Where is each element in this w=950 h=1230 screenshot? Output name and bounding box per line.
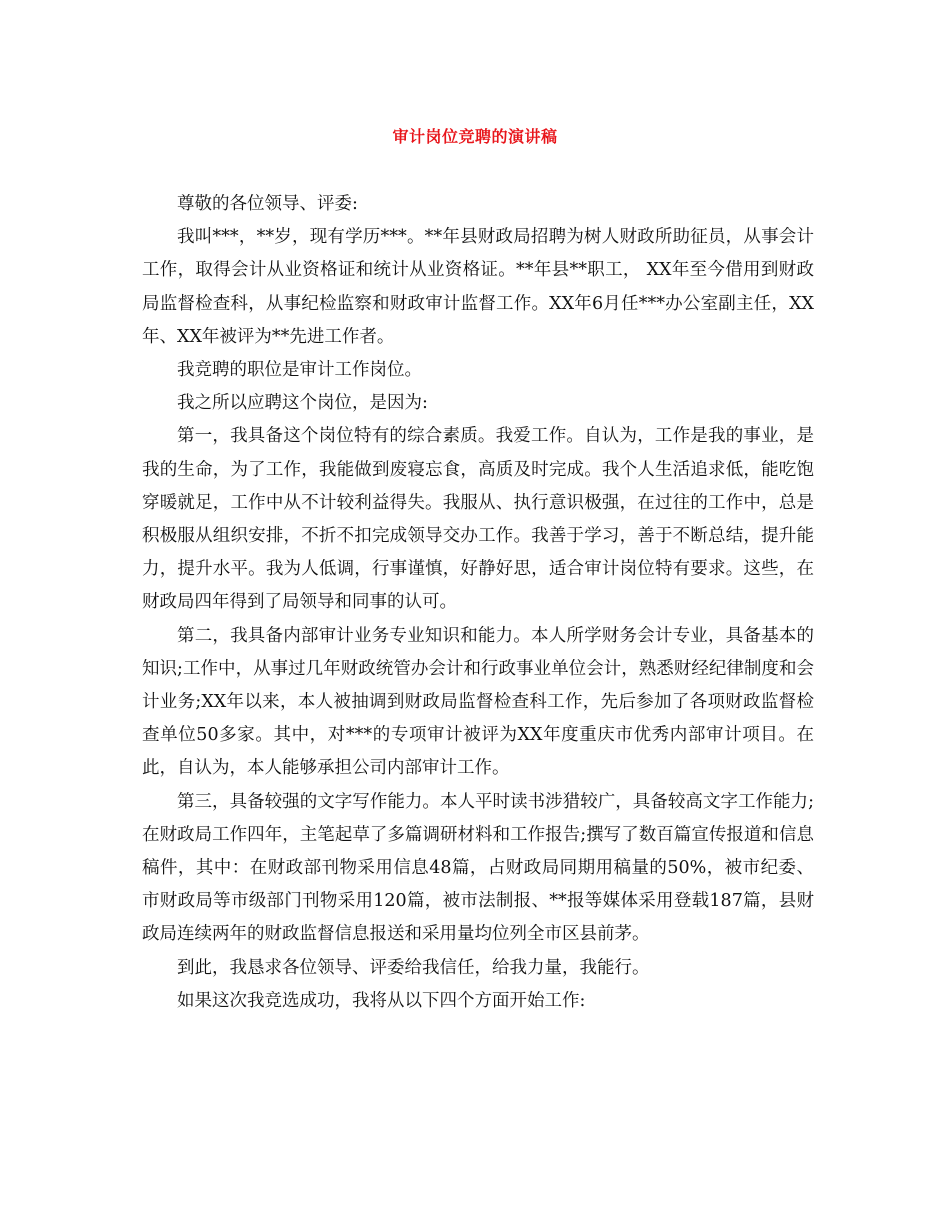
paragraph-reason-intro: 我之所以应聘这个岗位，是因为:: [177, 393, 428, 414]
paragraph-request: 到此，我恳求各位领导、评委给我信任，给我力量，我能行。: [177, 957, 650, 978]
paragraph-reason-third: 第三，具备较强的文字写作能力。本人平时读书涉猎较广，具备较高文字工作能力;在财政局工作四年，主笔起草了多篇调研材料和工作报告;撰写了数百篇宣传报道和信息稿件，其中：在财政部刊物采用信息48篇，占财政局同期用稿量的50%，被市纪委、市财政局等市级部门刊物采用120篇，被市法制报、**报等媒体采用登载187篇，县财政局连续两年的财政监督信息报送和采用量均位列全市区县前茅。: [142, 791, 814, 945]
document-body: [142, 188, 814, 1018]
document-title: 审计岗位竞聘的演讲稿: [392, 127, 558, 146]
paragraph-position: 我竞聘的职位是审计工作岗位。: [177, 360, 422, 381]
paragraph-reason-first: 第一，我具备这个岗位特有的综合素质。我爱工作。自认为，工作是我的事业，是我的生命，为了工作，我能做到废寝忘食，高质及时完成。我个人生活追求低，能吃饱穿暖就足，工作中从不计较利益得失。我服从、执行意识极强，在过往的工作中，总是积极服从组织安排，不折不扣完成领导交办工作。我善于学习，善于不断总结，提升能力，提升水平。我为人低调，行事谨慎，好静好思，适合审计岗位特有要求。这些，在财政局四年得到了局领导和同事的认可。: [142, 426, 814, 613]
paragraph-self-introduction: 我叫***，**岁，现有学历***。**年县财政局招聘为树人财政所助征员，从事会计工作，取得会计从业资格证和统计从业资格证。**年县**职工， XX年至今借用到财政局监督检查科，从事纪检监察和财政审计监督工作。XX年6月任***办公室副主任，XX年、XX年被评为**先进工作者。: [142, 227, 814, 347]
paragraph-salutation: 尊敬的各位领导、评委:: [177, 194, 358, 214]
paragraph-plan-intro: 如果这次我竞选成功，我将从以下四个方面开始工作:: [177, 990, 586, 1011]
paragraph-reason-second: 第二，我具备内部审计业务专业知识和能力。本人所学财务会计专业，具备基本的知识;工作中，从事过几年财政统管办会计和行政事业单位会计，熟悉财经纪律制度和会计业务;XX年以来，本人被抽调到财政局监督检查科工作，先后参加了各项财政监督检查单位50多家。其中，对***的专项审计被评为XX年度重庆市优秀内部审计项目。在此，自认为，本人能够承担公司内部审计工作。: [142, 625, 814, 779]
